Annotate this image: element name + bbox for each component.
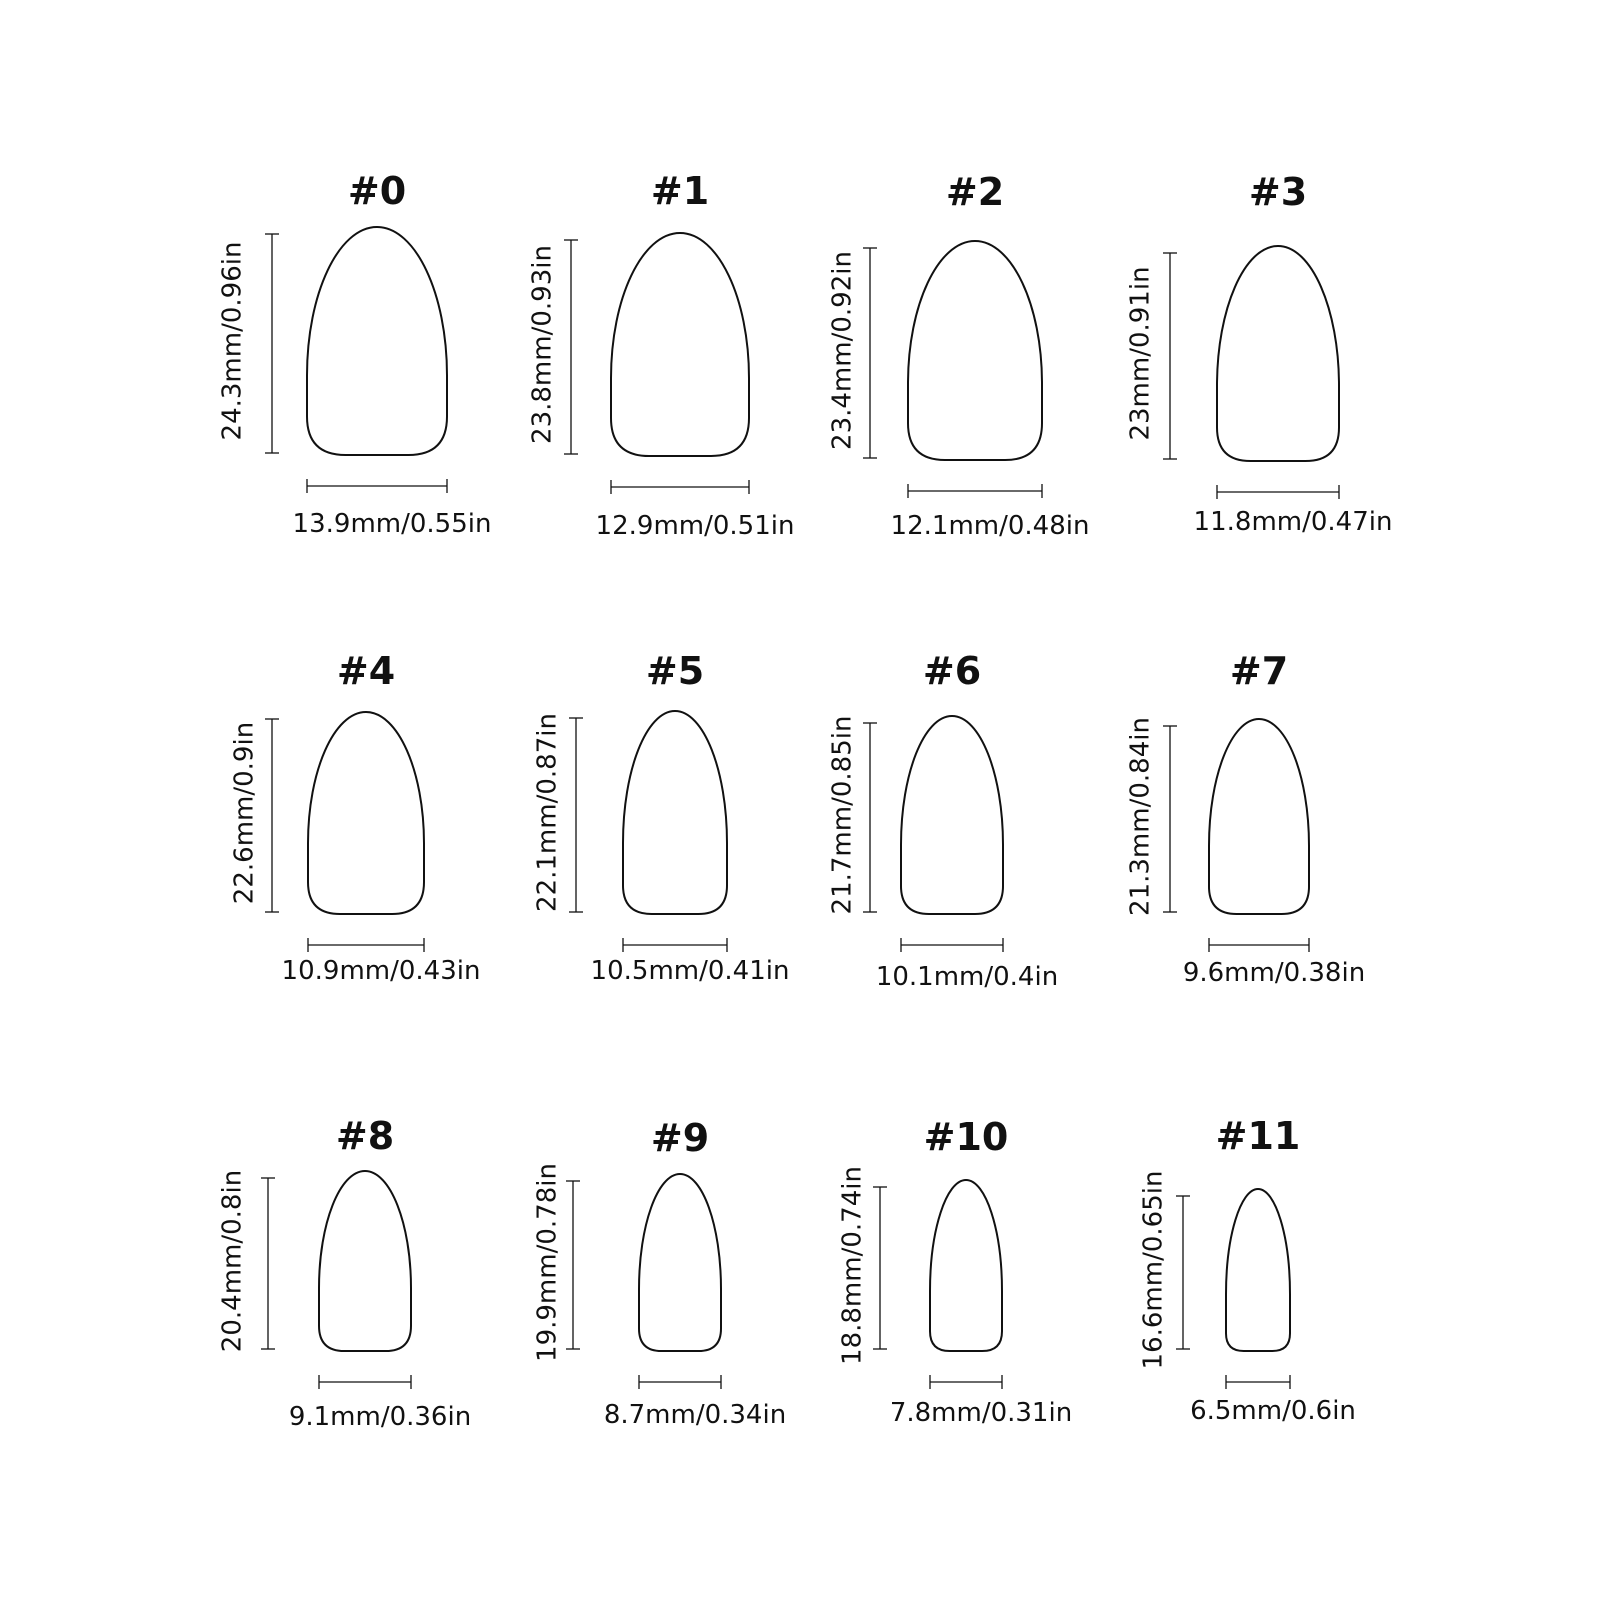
nail-outline <box>930 1180 1002 1351</box>
size-label: #5 <box>645 649 705 693</box>
width-label: 8.7mm/0.34in <box>603 1400 787 1430</box>
size-label: #7 <box>1229 649 1289 693</box>
width-label: 10.9mm/0.43in <box>281 956 481 986</box>
width-label: 9.6mm/0.38in <box>1182 958 1366 988</box>
size-label: #6 <box>922 649 982 693</box>
size-label: #8 <box>335 1114 395 1158</box>
width-label: 11.8mm/0.47in <box>1193 507 1393 537</box>
length-label: 19.9mm/0.78in <box>532 1163 563 1362</box>
size-label: #0 <box>347 169 407 213</box>
length-label: 22.1mm/0.87in <box>532 713 563 912</box>
nail-outline <box>319 1171 411 1351</box>
length-label: 21.7mm/0.85in <box>827 715 858 915</box>
size-label: #11 <box>1215 1114 1301 1158</box>
length-label: 23.8mm/0.93in <box>527 245 558 444</box>
width-label: 10.5mm/0.41in <box>590 956 790 986</box>
length-label: 22.6mm/0.9in <box>229 721 260 905</box>
length-label: 23mm/0.91in <box>1125 266 1156 441</box>
nail-outline <box>1217 246 1339 461</box>
nail-outline <box>639 1174 721 1351</box>
width-label: 12.9mm/0.51in <box>595 511 795 541</box>
nail-outline <box>1226 1189 1290 1351</box>
nail-outline <box>308 712 424 914</box>
nail-outline <box>908 241 1042 460</box>
length-label: 18.8mm/0.74in <box>837 1166 868 1365</box>
length-label: 20.4mm/0.8in <box>217 1169 248 1353</box>
size-label: #9 <box>650 1116 710 1160</box>
width-label: 6.5mm/0.6in <box>1190 1396 1356 1426</box>
nail-outline <box>1209 719 1309 914</box>
nail-outline <box>611 233 749 456</box>
width-label: 7.8mm/0.31in <box>889 1398 1073 1428</box>
length-label: 21.3mm/0.84in <box>1125 717 1156 916</box>
size-label: #2 <box>945 170 1005 214</box>
width-label: 10.1mm/0.4in <box>875 962 1059 992</box>
width-label: 12.1mm/0.48in <box>890 511 1090 541</box>
size-label: #3 <box>1248 170 1308 214</box>
size-label: #10 <box>923 1115 1009 1159</box>
nail-outline <box>307 227 447 455</box>
width-label: 9.1mm/0.36in <box>288 1402 472 1432</box>
length-label: 16.6mm/0.65in <box>1138 1170 1169 1370</box>
length-label: 23.4mm/0.92in <box>827 251 858 450</box>
size-label: #1 <box>650 169 710 213</box>
nail-outline <box>901 716 1003 914</box>
length-label: 24.3mm/0.96in <box>217 241 248 441</box>
size-label: #4 <box>336 649 396 693</box>
width-label: 13.9mm/0.55in <box>292 509 492 539</box>
nail-outline <box>623 711 727 914</box>
